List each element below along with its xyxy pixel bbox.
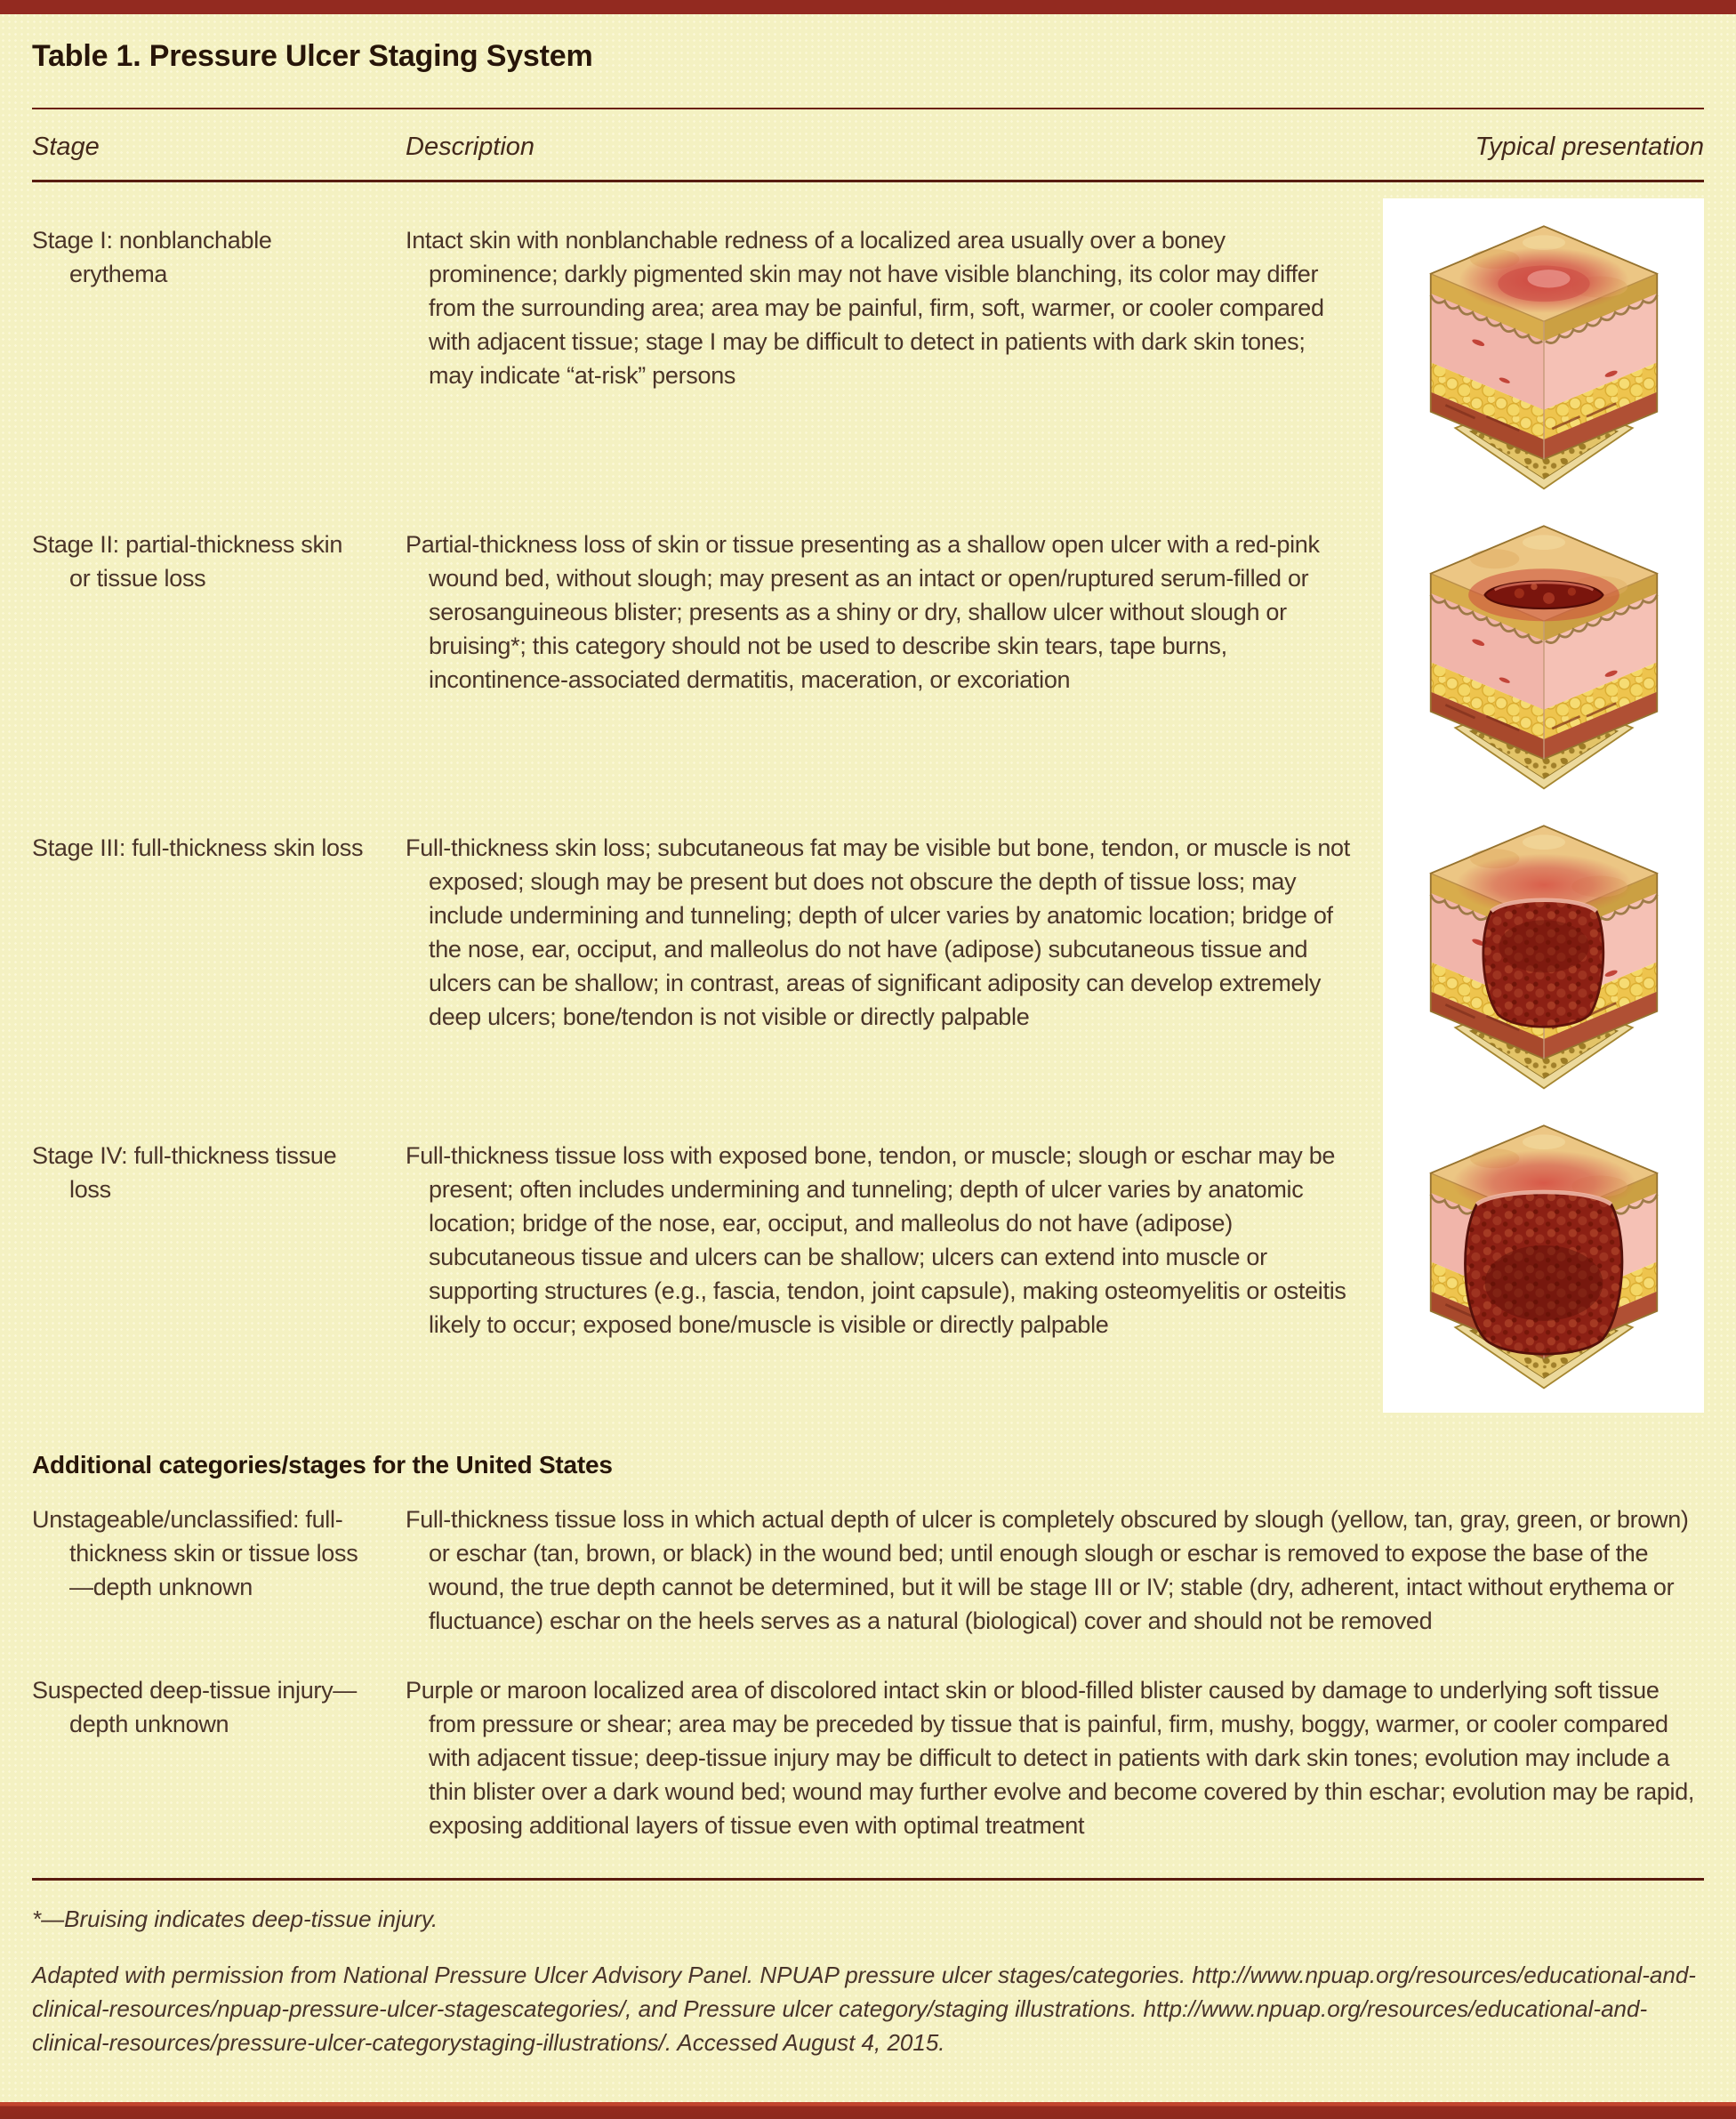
description-stage-3: Full-thickness skin loss; subcutaneous fat may be visible but bone, tendon, or muscle is not exposed; slough may be present but does not obscure the depth of tissue loss; may include undermining and tunneling; depth of ulcer varies by anatomic location; bridge of the nose, ear, occiput, and malleolus do not have (adipose) subcutaneous tissue and ulcers can be shallow; in contrast, areas of significant adiposity can develop extremely deep ulcers; bone/tendon is not visible or directly palpable	[406, 834, 1350, 1030]
staging-table	[32, 182, 1704, 1424]
skin-cross-section-stage-1-icon	[1396, 214, 1692, 497]
skin-cross-section-stage-2-icon	[1396, 514, 1692, 797]
stage-label-stage-2: Stage II: partial-thickness skin or tissue loss	[32, 531, 343, 592]
column-header-row	[32, 109, 1704, 182]
stage-label-stage-1: Stage I: nonblanchable erythema	[32, 227, 272, 287]
skin-cross-section-stage-3-icon	[1396, 814, 1692, 1097]
stage-label-stage-4: Stage IV: full-thickness tissue loss	[32, 1142, 337, 1203]
column-header-typical-presentation: Typical presentation	[1475, 133, 1704, 161]
stage-label-unstageable: Unstageable/unclassified: full-thickness skin or tissue loss—depth unknown	[32, 1506, 358, 1600]
description-unstageable: Full-thickness tissue loss in which actual depth of ulcer is completely obscured by slough (yellow, tan, gray, green, or brown) or eschar (tan, brown, or black) in the wound bed; until enough slough or eschar is removed to expose the base of the wound, the true depth cannot be determined, but it will be stage III or IV; stable (dry, adherent, intact without erythema or fluctuance) eschar on the heels serves as a natural (biological) cover and should not be removed	[406, 1506, 1689, 1634]
top-accent-bar	[0, 0, 1736, 14]
stage-label-suspected-deep-tissue: Suspected deep-tissue injury—depth unknown	[32, 1677, 358, 1737]
description-stage-4: Full-thickness tissue loss with exposed bone, tendon, or muscle; slough or eschar may be present; often includes undermining and tunneling; depth of ulcer varies by anatomic location; bridge of the nose, ear, occiput, and malleolus do not have (adipose) subcutaneous tissue and ulcers can be shallow; ulcers can extend into muscle or supporting structures (e.g., fascia, tendon, joint capsule), making osteomyelitis or osteitis likely to occur; exposed bone/muscle is visible or directly palpable	[406, 1142, 1346, 1338]
description-suspected-deep-tissue: Purple or maroon localized area of discolored intact skin or blood-filled blister caused by damage to underlying soft tissue from pressure or shear; area may be preceded by tissue that is painful, firm, mushy, boggy, warmer, or cooler compared with adjacent tissue; deep-tissue injury may be difficult to detect in patients with dark skin tones; evolution may include a thin blister over a dark wound bed; wound may further evolve and become covered by thin eschar; evolution may be rapid, exposing additional layers of tissue even with optimal treatment	[406, 1677, 1695, 1839]
table-row-suspected-deep-tissue	[32, 1673, 1704, 1842]
typical-presentation-panel	[1383, 198, 1704, 1413]
table-title: Table 1. Pressure Ulcer Staging System	[32, 39, 593, 73]
table-row-unstageable	[32, 1503, 1704, 1638]
description-stage-2: Partial-thickness loss of skin or tissue presenting as a shallow open ulcer with a red-pink wound bed, without slough; may present as an intact or open/ruptured serum-filled or serosanguineous blister; presents as a shiny or dry, shallow ulcer without slough or bruising*; this category should not be used to describe skin tears, tape burns, incontinence-associated dermatitis, maceration, or excoriation	[406, 531, 1320, 693]
table-content	[0, 14, 1736, 2102]
additional-section-heading: Additional categories/stages for the United States	[32, 1451, 613, 1478]
skin-cross-section-stage-4-icon	[1396, 1114, 1692, 1397]
column-header-stage: Stage	[32, 133, 100, 161]
column-header-description: Description	[406, 133, 535, 161]
description-stage-1: Intact skin with nonblanchable redness of a localized area usually over a boney prominence; darkly pigmented skin may not have visible blanching, its color may differ from the surrounding area; area may be painful, firm, soft, warmer, or cooler compared with adjacent tissue; stage I may be difficult to detect in patients with dark skin tones; may indicate “at-risk” persons	[406, 227, 1324, 389]
bottom-accent-bar	[0, 2102, 1736, 2119]
footnote-rule	[32, 1878, 1704, 1881]
footnote-citation: Adapted with permission from National Pressure Ulcer Advisory Panel. NPUAP pressure ulcer stages/categories. http://www.npuap.org/resources/educational-and-clinical-resources/npuap-pressure-ulcer-stagescategories/, and Pressure ulcer category/staging illustrations. http://www.npuap.org/resources/educational-and-clinical-resources/pressure-ulcer-categorystaging-illustrations/. Accessed August 4, 2015.	[32, 1962, 1696, 2056]
footnote-asterisk: *—Bruising indicates deep-tissue injury.	[32, 1905, 438, 1932]
stage-label-stage-3: Stage III: full-thickness skin loss	[32, 834, 364, 861]
